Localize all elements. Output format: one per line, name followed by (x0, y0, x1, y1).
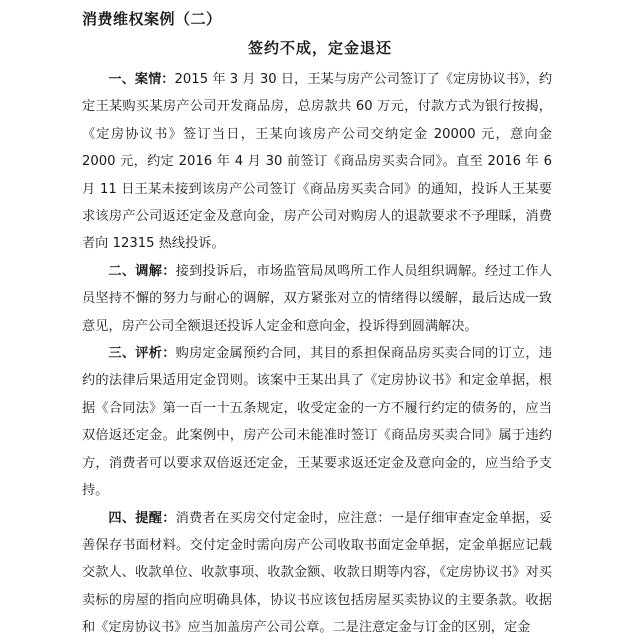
case-title: 消费维权案例（二） (82, 10, 222, 28)
paragraph-text: 消费者在买房交付定金时，应注意：一是仔细审查定金单据，妥善保存书面材料。交付定金时需向房产公司收取书面定金单据，定金单据应记载交款人、收款单位、收款事项、收款金额、收款日期等内容，《定房协议书》对买卖标的房屋的指向应明确具体，协议书应该包括房屋买卖协议的主要条款。收据和《定房协议书》应当加盖房产公司公章。二是注意定金与订金的区别，定金 (82, 510, 553, 636)
paragraph-reminder (82, 505, 552, 642)
paragraph-text: 接到投诉后，市场监管局凤鸣所工作人员组织调解。经过工作人员坚持不懈的努力与耐心的调解，双方紧张对立的情绪得以缓解，最后达成一致意见，房产公司全额退还投诉人定金和意向金，投诉得到圆满解决。 (82, 263, 553, 334)
paragraph-lead: 一、案情： (108, 72, 175, 87)
paragraph-case-facts (82, 66, 552, 258)
paragraph-lead: 三、评析： (108, 346, 176, 362)
paragraph-lead: 二、调解： (108, 263, 176, 279)
paragraph-text: 2015 年 3 月 30 日，王某与房产公司签订了《定房协议书》，约定王某购买某房产公司开发商品房，总房款共 60 万元，付款方式为银行按揭，《定房协议书》签订当日，王某向该房产公司交纳定金 20000 元，意向金 2000 元，约定 2016 年 4 月 30 前签订《商品房买卖合同》。直至 2016 年 6 月 11 日王某未接到该房产公司签订《商品房买卖合同》的通知，投诉人王某要求该房产公司返还定金及意向金，房产公司对购房人的退款要求不予理睬，消费者向 12315 热线投诉。 (82, 72, 553, 252)
paragraph-mediation (82, 258, 552, 340)
paragraph-lead: 四、提醒： (108, 510, 176, 526)
paragraph-text: 购房定金属预约合同，其目的系担保商品房买卖合同的订立，违约的法律后果适用定金罚则。该案中王某出具了《定房协议书》和定金单据，根据《合同法》第一百一十五条规定，收受定金的一方不履行约定的债务的，应当双倍返还定金。此案例中，房产公司未能准时签订《商品房买卖合同》属于违约方，消费者可以要求双倍返还定金，王某要求返还定金及意向金的，应当给予支持。 (82, 346, 553, 499)
paragraph-analysis (82, 340, 552, 504)
document-body (82, 66, 552, 642)
document-heading: 签约不成，定金退还 (247, 39, 392, 57)
